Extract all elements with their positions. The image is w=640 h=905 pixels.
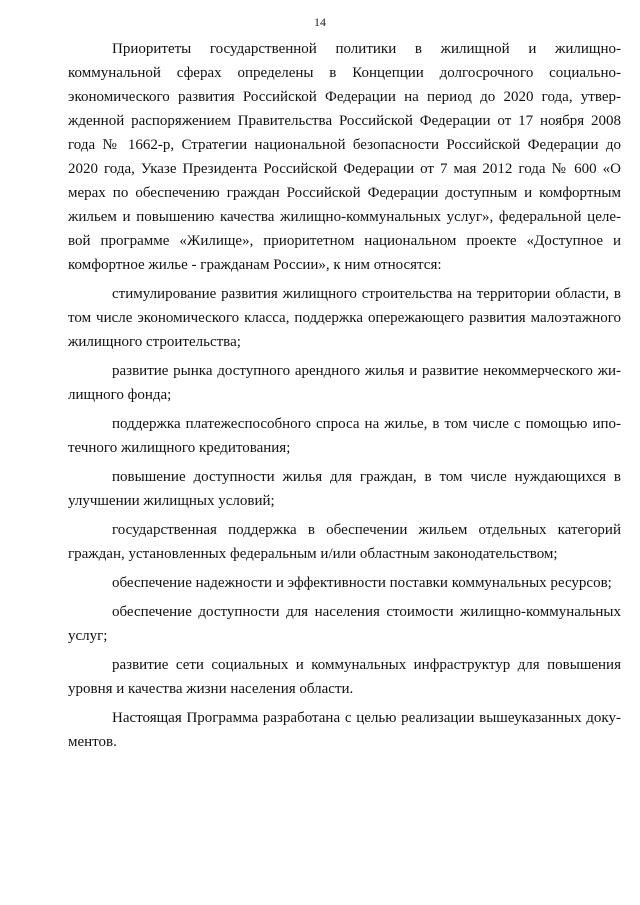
priority-item-housing-affordability: повышение доступности жилья для граждан, в том числе нуждающихся в улучшении жилищных условий; [68, 469, 621, 509]
priority-item-utility-cost: обеспечение доступности для населения стоимости жилищно-коммунальных услуг; [68, 604, 621, 644]
priority-item-infrastructure: развитие сети социальных и коммунальных инфраструктур для повышения уровня и качества жизни населения области. [68, 657, 621, 697]
priority-item-housing-construction: стимулирование развития жилищного строительства на территории области, в том числе экономического класса, поддержка опережающего развития малоэтажного жилищного строительства; [68, 286, 621, 350]
intro-paragraph: Приоритеты государственной политики в жилищной и жилищно-коммунальной сферах определены в Концепции долгосрочного социально-экономического развития Российской Федерации на период до 2020 года, утвержденной распоряжением Правительства Российской Федерации от 17 ноября 2008 года № 1662-р, Стратегии национальной безопасности Российской Федерации до 2020 года, Указе Президента Российской Федерации от 7 мая 2012 года № 600 «О мерах по обеспечению граждан Российской Федерации доступным и комфортным жильем и повышению качества жилищно-коммунальных услуг», федеральной целевой программе «Жилище», приоритетном национальном проекте «Доступное и комфортное жилье - гражданам России», к ним относятся: [68, 41, 621, 273]
priority-item-state-support: государственная поддержка в обеспечении жильем отдельных категорий граждан, установленных федеральным и/или областным законодательством; [68, 522, 621, 562]
page-number: 14 [314, 15, 326, 29]
priority-item-mortgage-demand: поддержка платежеспособного спроса на жилье, в том числе с помощью ипотечного жилищного кредитования; [68, 416, 621, 456]
document-body [68, 37, 621, 754]
priority-item-utility-reliability: обеспечение надежности и эффективности поставки коммунальных ресурсов; [112, 575, 612, 591]
closing-paragraph: Настоящая Программа разработана с целью реализации вышеуказанных документов. [68, 710, 621, 750]
priority-item-rental-housing: развитие рынка доступного арендного жилья и развитие некоммерческого жилищного фонда; [68, 363, 621, 403]
